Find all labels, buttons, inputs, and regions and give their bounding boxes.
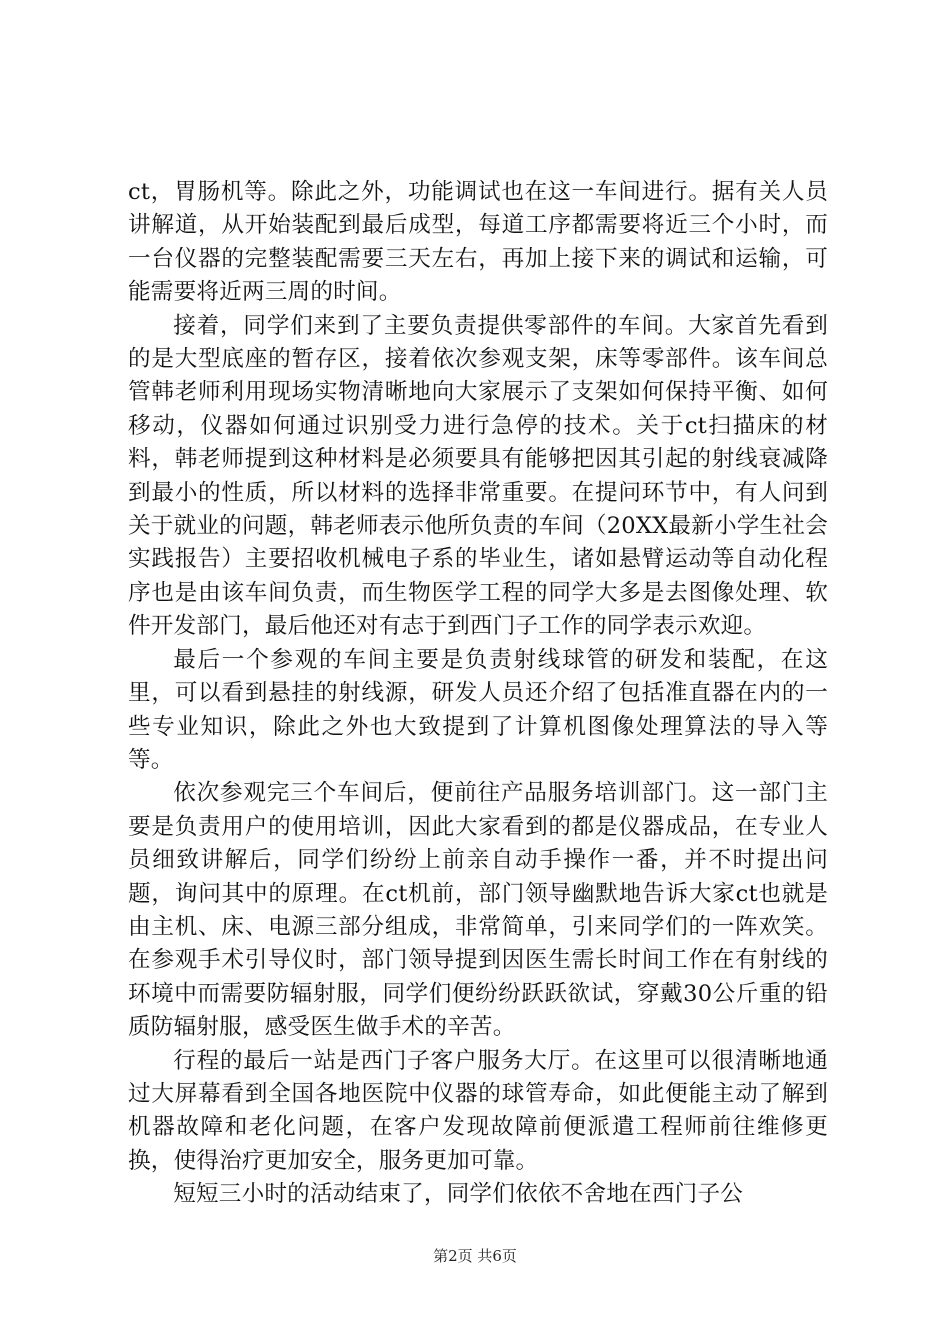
paragraph-3: 最后一个参观的车间主要是负责射线球管的研发和装配，在这里，可以看到悬挂的射线源，研发人员还介绍了包括准直器在内的一些专业知识，除此之外也大致提到了计算机图像处理算法的导入等等。 xyxy=(128,646,828,773)
paragraph-5: 行程的最后一站是西门子客户服务大厅。在这里可以很清晰地通过大屏幕看到全国各地医院中仪器的球管寿命，如此便能主动了解到机器故障和老化问题，在客户发现故障前便派遣工程师前往维修更换，使得治疗更加安全，服务更加可靠。 xyxy=(128,1047,828,1174)
paragraph-6: 短短三小时的活动结束了，同学们依依不舍地在西门子公 xyxy=(173,1181,744,1208)
page-footer: 第2页 共6页 xyxy=(433,1247,517,1265)
paragraph-4: 依次参观完三个车间后，便前往产品服务培训部门。这一部门主要是负责用户的使用培训，因此大家看到的都是仪器成品，在专业人员细致讲解后，同学们纷纷上前亲自动手操作一番，并不时提出问题，询问其中的原理。在ct机前，部门领导幽默地告诉大家ct也就是由主机、床、电源三部分组成，非常简单，引来同学们的一阵欢笑。在参观手术引导仪时，部门领导提到因医生需长时间工作在有射线的环境中而需要防辐射服，同学们便纷纷跃跃欲试，穿戴30公斤重的铅质防辐射服，感受医生做手术的辛苦。 xyxy=(128,780,828,1041)
paragraph-2: 接着，同学们来到了主要负责提供零部件的车间。大家首先看到的是大型底座的暂存区，接着依次参观支架，床等零部件。该车间总管韩老师利用现场实物清晰地向大家展示了支架如何保持平衡、如何移动，仪器如何通过识别受力进行急停的技术。关于ct扫描床的材料，韩老师提到这种材料是必须要具有能够把因其引起的射线衰减降到最小的性质，所以材料的选择非常重要。在提问环节中，有人问到关于就业的问题，韩老师表示他所负责的车间（20XX最新小学生社会实践报告）主要招收机械电子系的毕业生，诸如悬臂运动等自动化程序也是由该车间负责，而生物医学工程的同学大多是去图像处理、软件开发部门，最后他还对有志于到西门子工作的同学表示欢迎。 xyxy=(128,312,828,640)
document-body xyxy=(128,176,828,1212)
paragraph-1: ct，胃肠机等。除此之外，功能调试也在这一车间进行。据有关人员讲解道，从开始装配到最后成型，每道工序都需要将近三个小时，而一台仪器的完整装配需要三天左右，再加上接下来的调试和运输，可能需要将近两三周的时间。 xyxy=(128,179,828,306)
